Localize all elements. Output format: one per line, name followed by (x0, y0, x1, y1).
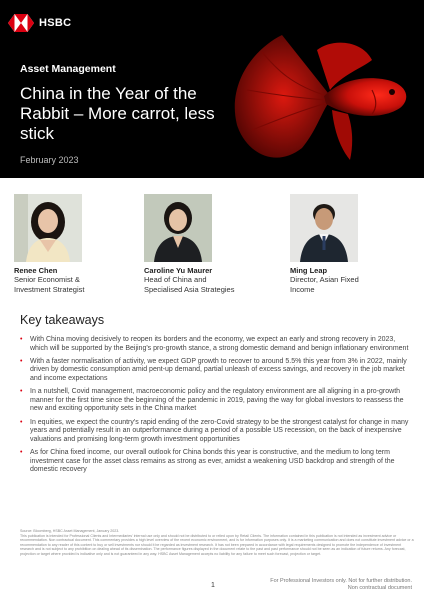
takeaway-text: In equities, we expect the country's rapid ending of the zero-Covid strategy to be the strongest catalyst for change in many years and potentially result in an outperformance during a period of a possible US recession, on the back of inexpensive valuations and promising long-term growth investment opportunities (30, 418, 409, 443)
portrait-icon (290, 194, 358, 262)
source-note: Source: Bloomberg, HSBC Asset Management, January 2023. (20, 529, 120, 533)
author-role: Director, Asian Fixed Income (290, 275, 359, 294)
hsbc-hexagon-icon (8, 14, 34, 32)
page-number: 1 (211, 582, 215, 589)
bullet-icon: • (20, 418, 23, 426)
key-takeaways-heading: Key takeaways (20, 313, 105, 327)
author-role: Senior Economist & Investment Strategist (14, 275, 85, 294)
author-photo (144, 194, 212, 262)
cover-header (0, 0, 424, 178)
author-photo (14, 194, 82, 262)
portrait-icon (144, 194, 212, 262)
publication-date: February 2023 (20, 155, 79, 165)
list-item (20, 336, 415, 353)
bullet-icon: • (20, 448, 23, 456)
disclaimer-line: For Professional Investors only. Not for further distribution. (270, 578, 412, 584)
author-role: Head of China and Specialised Asia Strategies (144, 275, 235, 294)
disclaimer-line: Non contractual document (347, 585, 412, 591)
takeaway-text: As for China fixed income, our overall outlook for China bonds this year is constructive, and the medium to long term investment case for the asset class remains as strong as ever, amidst a weakening USD backdrop and strength of the domestic recovery (30, 448, 395, 474)
author-name: Renee Chen (14, 266, 58, 275)
bullet-icon: • (20, 357, 23, 365)
hsbc-logo (8, 14, 71, 32)
author-card (144, 194, 264, 294)
author-photo (290, 194, 358, 262)
author-name: Caroline Yu Maurer (144, 266, 213, 275)
brand-name: HSBC (39, 17, 72, 29)
section-label: Asset Management (20, 63, 116, 75)
betta-fish-image (222, 30, 412, 170)
takeaway-text: In a nutshell, Covid management, macroeconomic policy and the regulatory environment are all aligning in a pro-growth manner for the first time since the beginning of the pandemic in 2019, paving the way for global investors to reassess the new and exciting opportunity sets in the China market (30, 388, 404, 413)
bullet-icon: • (20, 388, 23, 396)
author-name: Ming Leap (290, 266, 328, 275)
bullet-icon: • (20, 336, 23, 343)
key-takeaways-list (20, 336, 415, 479)
takeaway-text: With a faster normalisation of activity, we expect GDP growth to recover to around 5.5% this year from 3% in 2022, mainly driven by domestic consumption amid pent-up demand, partial unleash of excess savings, and recovery in the job market and income expectations (30, 357, 407, 382)
list-item (20, 449, 415, 475)
footnote (20, 529, 415, 557)
author-card (290, 194, 410, 294)
legal-disclaimer: This publication is intended for Professional Clients and Intermediaries' internal use only and should not be distributed to or relied upon by Retail Clients. The information contained in this publication is not intended as investment advice or recommendation. Non contractual document. This commentary provides a high level overview of the recent economic environment, and is for information purposes only. It is a marketing communication and does not constitute investment advice or a recommendation to any reader of this content to buy or sell investments nor should it be regarded as investment research. It has not been prepared in accordance with legal requirements designed to promote the independence of investment research and is not subject to any prohibition on dealing ahead of its dissemination. The performance figures displayed in the document relate to the past and past performance should not be seen as an indication of future returns. Any forecast, projection or target where provided is indicative only and is not guaranteed in any way. HSBC Asset Management accepts no liability for any failure to meet such forecast, projection or target. (20, 533, 414, 556)
portrait-icon (14, 194, 82, 262)
list-item (20, 358, 415, 384)
list-item (20, 388, 415, 414)
distribution-disclaimer (270, 578, 412, 592)
authors-section (0, 194, 424, 314)
list-item (20, 419, 415, 445)
document-title: China in the Year of the Rabbit – More carrot, less stick (20, 84, 215, 143)
takeaway-text: With China moving decisively to reopen its borders and the economy, we expect an early and strong recovery in 2023, which will be supported by the Beijing's pro-growth stance, a strong domestic demand and benign inflationary environment (30, 336, 409, 352)
author-card (14, 194, 134, 294)
